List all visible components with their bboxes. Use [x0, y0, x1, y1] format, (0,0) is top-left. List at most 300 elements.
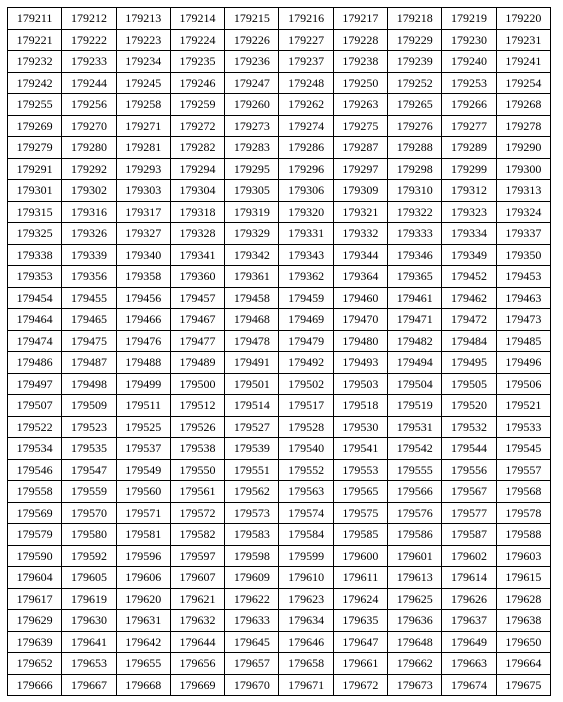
- table-cell: 179507: [8, 395, 62, 417]
- table-cell: 179315: [8, 201, 62, 223]
- table-cell: 179519: [388, 395, 442, 417]
- table-cell: 179220: [496, 8, 550, 30]
- table-cell: 179460: [333, 287, 387, 309]
- table-row: [8, 438, 551, 460]
- table-row: [8, 94, 551, 116]
- table-cell: 179489: [170, 352, 224, 374]
- table-row: [8, 502, 551, 524]
- table-cell: 179485: [496, 330, 550, 352]
- table-cell: 179310: [388, 180, 442, 202]
- table-cell: 179222: [62, 29, 116, 51]
- table-cell: 179662: [388, 653, 442, 675]
- table-cell: 179506: [496, 373, 550, 395]
- table-cell: 179560: [116, 481, 170, 503]
- table-cell: 179652: [8, 653, 62, 675]
- table-cell: 179487: [62, 352, 116, 374]
- table-cell: 179469: [279, 309, 333, 331]
- table-cell: 179342: [225, 244, 279, 266]
- table-cell: 179534: [8, 438, 62, 460]
- table-cell: 179361: [225, 266, 279, 288]
- table-cell: 179617: [8, 588, 62, 610]
- table-cell: 179300: [496, 158, 550, 180]
- table-cell: 179621: [170, 588, 224, 610]
- table-cell: 179540: [279, 438, 333, 460]
- table-cell: 179615: [496, 567, 550, 589]
- table-row: [8, 287, 551, 309]
- table-cell: 179296: [279, 158, 333, 180]
- table-cell: 179558: [8, 481, 62, 503]
- table-cell: 179353: [8, 266, 62, 288]
- table-cell: 179279: [8, 137, 62, 159]
- table-cell: 179655: [116, 653, 170, 675]
- table-cell: 179217: [333, 8, 387, 30]
- table-cell: 179675: [496, 674, 550, 696]
- table-cell: 179602: [442, 545, 496, 567]
- table-cell: 179272: [170, 115, 224, 137]
- table-cell: 179504: [388, 373, 442, 395]
- table-cell: 179559: [62, 481, 116, 503]
- table-cell: 179598: [225, 545, 279, 567]
- table-cell: 179619: [62, 588, 116, 610]
- table-cell: 179641: [62, 631, 116, 653]
- table-cell: 179317: [116, 201, 170, 223]
- table-cell: 179457: [170, 287, 224, 309]
- table-cell: 179476: [116, 330, 170, 352]
- table-row: [8, 223, 551, 245]
- table-cell: 179532: [442, 416, 496, 438]
- table-cell: 179452: [442, 266, 496, 288]
- table-cell: 179649: [442, 631, 496, 653]
- table-cell: 179553: [333, 459, 387, 481]
- table-cell: 179238: [333, 51, 387, 73]
- table-cell: 179236: [225, 51, 279, 73]
- table-cell: 179535: [62, 438, 116, 460]
- table-cell: 179292: [62, 158, 116, 180]
- table-row: [8, 29, 551, 51]
- table-cell: 179473: [496, 309, 550, 331]
- table-row: [8, 481, 551, 503]
- table-cell: 179580: [62, 524, 116, 546]
- table-cell: 179453: [496, 266, 550, 288]
- table-cell: 179667: [62, 674, 116, 696]
- table-cell: 179562: [225, 481, 279, 503]
- table-cell: 179277: [442, 115, 496, 137]
- table-cell: 179320: [279, 201, 333, 223]
- table-cell: 179237: [279, 51, 333, 73]
- table-cell: 179331: [279, 223, 333, 245]
- table-cell: 179592: [62, 545, 116, 567]
- table-cell: 179305: [225, 180, 279, 202]
- table-cell: 179286: [279, 137, 333, 159]
- table-cell: 179293: [116, 158, 170, 180]
- table-cell: 179282: [170, 137, 224, 159]
- table-cell: 179246: [170, 72, 224, 94]
- table-cell: 179471: [388, 309, 442, 331]
- table-cell: 179623: [279, 588, 333, 610]
- table-cell: 179656: [170, 653, 224, 675]
- table-cell: 179605: [62, 567, 116, 589]
- table-cell: 179505: [442, 373, 496, 395]
- table-cell: 179583: [225, 524, 279, 546]
- table-cell: 179262: [279, 94, 333, 116]
- table-cell: 179514: [225, 395, 279, 417]
- table-cell: 179620: [116, 588, 170, 610]
- table-cell: 179578: [496, 502, 550, 524]
- table-cell: 179523: [62, 416, 116, 438]
- table-cell: 179606: [116, 567, 170, 589]
- table-cell: 179556: [442, 459, 496, 481]
- table-cell: 179586: [388, 524, 442, 546]
- table-cell: 179569: [8, 502, 62, 524]
- table-row: [8, 137, 551, 159]
- table-cell: 179213: [116, 8, 170, 30]
- table-cell: 179304: [170, 180, 224, 202]
- table-cell: 179260: [225, 94, 279, 116]
- table-cell: 179256: [62, 94, 116, 116]
- table-cell: 179295: [225, 158, 279, 180]
- table-cell: 179604: [8, 567, 62, 589]
- table-cell: 179511: [116, 395, 170, 417]
- table-cell: 179232: [8, 51, 62, 73]
- table-cell: 179497: [8, 373, 62, 395]
- table-cell: 179456: [116, 287, 170, 309]
- table-row: [8, 158, 551, 180]
- table-cell: 179318: [170, 201, 224, 223]
- table-cell: 179661: [333, 653, 387, 675]
- table-cell: 179288: [388, 137, 442, 159]
- table-cell: 179552: [279, 459, 333, 481]
- table-cell: 179496: [496, 352, 550, 374]
- table-cell: 179252: [388, 72, 442, 94]
- table-cell: 179663: [442, 653, 496, 675]
- table-cell: 179228: [333, 29, 387, 51]
- table-cell: 179597: [170, 545, 224, 567]
- table-row: [8, 8, 551, 30]
- table-cell: 179283: [225, 137, 279, 159]
- table-cell: 179470: [333, 309, 387, 331]
- table-cell: 179599: [279, 545, 333, 567]
- table-cell: 179474: [8, 330, 62, 352]
- table-cell: 179350: [496, 244, 550, 266]
- table-cell: 179567: [442, 481, 496, 503]
- table-cell: 179223: [116, 29, 170, 51]
- table-cell: 179291: [8, 158, 62, 180]
- table-cell: 179334: [442, 223, 496, 245]
- table-cell: 179600: [333, 545, 387, 567]
- table-cell: 179341: [170, 244, 224, 266]
- table-cell: 179458: [225, 287, 279, 309]
- table-cell: 179231: [496, 29, 550, 51]
- table-cell: 179607: [170, 567, 224, 589]
- table-row: [8, 545, 551, 567]
- table-cell: 179344: [333, 244, 387, 266]
- table-cell: 179287: [333, 137, 387, 159]
- table-cell: 179650: [496, 631, 550, 653]
- table-cell: 179576: [388, 502, 442, 524]
- table-body: [8, 8, 551, 696]
- table-cell: 179247: [225, 72, 279, 94]
- table-cell: 179557: [496, 459, 550, 481]
- table-cell: 179465: [62, 309, 116, 331]
- table-cell: 179587: [442, 524, 496, 546]
- table-cell: 179221: [8, 29, 62, 51]
- table-row: [8, 180, 551, 202]
- table-cell: 179235: [170, 51, 224, 73]
- table-cell: 179632: [170, 610, 224, 632]
- table-cell: 179274: [279, 115, 333, 137]
- table-cell: 179255: [8, 94, 62, 116]
- table-cell: 179360: [170, 266, 224, 288]
- table-cell: 179644: [170, 631, 224, 653]
- table-cell: 179233: [62, 51, 116, 73]
- table-cell: 179263: [333, 94, 387, 116]
- table-cell: 179626: [442, 588, 496, 610]
- table-cell: 179573: [225, 502, 279, 524]
- table-cell: 179218: [388, 8, 442, 30]
- table-cell: 179539: [225, 438, 279, 460]
- table-row: [8, 610, 551, 632]
- table-cell: 179582: [170, 524, 224, 546]
- table-cell: 179240: [442, 51, 496, 73]
- table-cell: 179566: [388, 481, 442, 503]
- table-cell: 179241: [496, 51, 550, 73]
- table-cell: 179572: [170, 502, 224, 524]
- table-cell: 179333: [388, 223, 442, 245]
- table-row: [8, 309, 551, 331]
- table-cell: 179253: [442, 72, 496, 94]
- table-cell: 179657: [225, 653, 279, 675]
- table-cell: 179321: [333, 201, 387, 223]
- table-cell: 179478: [225, 330, 279, 352]
- table-cell: 179276: [388, 115, 442, 137]
- table-cell: 179635: [333, 610, 387, 632]
- table-cell: 179338: [8, 244, 62, 266]
- table-cell: 179227: [279, 29, 333, 51]
- table-row: [8, 567, 551, 589]
- table-cell: 179563: [279, 481, 333, 503]
- table-cell: 179584: [279, 524, 333, 546]
- table-cell: 179542: [388, 438, 442, 460]
- table-cell: 179633: [225, 610, 279, 632]
- table-cell: 179670: [225, 674, 279, 696]
- table-row: [8, 631, 551, 653]
- table-cell: 179258: [116, 94, 170, 116]
- table-cell: 179526: [170, 416, 224, 438]
- table-cell: 179537: [116, 438, 170, 460]
- table-cell: 179326: [62, 223, 116, 245]
- table-cell: 179230: [442, 29, 496, 51]
- table-cell: 179312: [442, 180, 496, 202]
- table-cell: 179479: [279, 330, 333, 352]
- table-cell: 179327: [116, 223, 170, 245]
- table-cell: 179622: [225, 588, 279, 610]
- table-cell: 179294: [170, 158, 224, 180]
- table-cell: 179629: [8, 610, 62, 632]
- table-cell: 179234: [116, 51, 170, 73]
- table-row: [8, 72, 551, 94]
- table-cell: 179614: [442, 567, 496, 589]
- table-cell: 179477: [170, 330, 224, 352]
- table-cell: 179671: [279, 674, 333, 696]
- table-cell: 179346: [388, 244, 442, 266]
- table-cell: 179500: [170, 373, 224, 395]
- table-cell: 179555: [388, 459, 442, 481]
- table-cell: 179527: [225, 416, 279, 438]
- table-cell: 179571: [116, 502, 170, 524]
- table-cell: 179486: [8, 352, 62, 374]
- table-cell: 179339: [62, 244, 116, 266]
- table-cell: 179362: [279, 266, 333, 288]
- table-cell: 179281: [116, 137, 170, 159]
- table-cell: 179215: [225, 8, 279, 30]
- table-row: [8, 588, 551, 610]
- table-cell: 179239: [388, 51, 442, 73]
- table-cell: 179669: [170, 674, 224, 696]
- table-cell: 179549: [116, 459, 170, 481]
- table-cell: 179533: [496, 416, 550, 438]
- table-cell: 179216: [279, 8, 333, 30]
- table-cell: 179637: [442, 610, 496, 632]
- table-cell: 179590: [8, 545, 62, 567]
- table-cell: 179250: [333, 72, 387, 94]
- table-cell: 179226: [225, 29, 279, 51]
- table-row: [8, 201, 551, 223]
- table-cell: 179520: [442, 395, 496, 417]
- table-cell: 179245: [116, 72, 170, 94]
- table-cell: 179499: [116, 373, 170, 395]
- table-cell: 179541: [333, 438, 387, 460]
- table-cell: 179271: [116, 115, 170, 137]
- table-cell: 179550: [170, 459, 224, 481]
- table-cell: 179494: [388, 352, 442, 374]
- table-cell: 179574: [279, 502, 333, 524]
- table-cell: 179503: [333, 373, 387, 395]
- table-cell: 179512: [170, 395, 224, 417]
- table-cell: 179319: [225, 201, 279, 223]
- table-cell: 179517: [279, 395, 333, 417]
- table-cell: 179358: [116, 266, 170, 288]
- table-cell: 179475: [62, 330, 116, 352]
- table-cell: 179588: [496, 524, 550, 546]
- table-row: [8, 51, 551, 73]
- table-cell: 179544: [442, 438, 496, 460]
- table-cell: 179214: [170, 8, 224, 30]
- table-cell: 179278: [496, 115, 550, 137]
- table-cell: 179356: [62, 266, 116, 288]
- table-cell: 179468: [225, 309, 279, 331]
- table-cell: 179275: [333, 115, 387, 137]
- table-cell: 179248: [279, 72, 333, 94]
- table-cell: 179269: [8, 115, 62, 137]
- table-cell: 179329: [225, 223, 279, 245]
- table-cell: 179579: [8, 524, 62, 546]
- table-cell: 179309: [333, 180, 387, 202]
- table-cell: 179298: [388, 158, 442, 180]
- table-cell: 179603: [496, 545, 550, 567]
- table-cell: 179646: [279, 631, 333, 653]
- table-cell: 179561: [170, 481, 224, 503]
- table-cell: 179638: [496, 610, 550, 632]
- table-cell: 179340: [116, 244, 170, 266]
- table-cell: 179565: [333, 481, 387, 503]
- table-cell: 179634: [279, 610, 333, 632]
- table-cell: 179219: [442, 8, 496, 30]
- table-cell: 179332: [333, 223, 387, 245]
- table-cell: 179530: [333, 416, 387, 438]
- table-cell: 179596: [116, 545, 170, 567]
- table-cell: 179229: [388, 29, 442, 51]
- table-cell: 179212: [62, 8, 116, 30]
- table-cell: 179467: [170, 309, 224, 331]
- table-cell: 179488: [116, 352, 170, 374]
- table-cell: 179668: [116, 674, 170, 696]
- table-cell: 179498: [62, 373, 116, 395]
- table-cell: 179609: [225, 567, 279, 589]
- table-row: [8, 416, 551, 438]
- table-cell: 179642: [116, 631, 170, 653]
- table-cell: 179610: [279, 567, 333, 589]
- table-cell: 179462: [442, 287, 496, 309]
- table-cell: 179290: [496, 137, 550, 159]
- table-cell: 179270: [62, 115, 116, 137]
- table-cell: 179343: [279, 244, 333, 266]
- table-cell: 179624: [333, 588, 387, 610]
- table-cell: 179297: [333, 158, 387, 180]
- table-cell: 179482: [388, 330, 442, 352]
- table-cell: 179545: [496, 438, 550, 460]
- table-cell: 179459: [279, 287, 333, 309]
- table-cell: 179525: [116, 416, 170, 438]
- table-cell: 179551: [225, 459, 279, 481]
- table-cell: 179528: [279, 416, 333, 438]
- table-cell: 179266: [442, 94, 496, 116]
- table-cell: 179492: [279, 352, 333, 374]
- table-cell: 179538: [170, 438, 224, 460]
- table-cell: 179648: [388, 631, 442, 653]
- table-row: [8, 373, 551, 395]
- table-cell: 179546: [8, 459, 62, 481]
- table-cell: 179323: [442, 201, 496, 223]
- table-cell: 179480: [333, 330, 387, 352]
- table-cell: 179244: [62, 72, 116, 94]
- table-cell: 179466: [116, 309, 170, 331]
- table-cell: 179585: [333, 524, 387, 546]
- table-cell: 179301: [8, 180, 62, 202]
- table-cell: 179611: [333, 567, 387, 589]
- table-row: [8, 653, 551, 675]
- table-cell: 179280: [62, 137, 116, 159]
- table-cell: 179570: [62, 502, 116, 524]
- table-cell: 179464: [8, 309, 62, 331]
- table-cell: 179502: [279, 373, 333, 395]
- table-cell: 179472: [442, 309, 496, 331]
- table-row: [8, 244, 551, 266]
- table-cell: 179631: [116, 610, 170, 632]
- table-cell: 179575: [333, 502, 387, 524]
- table-cell: 179273: [225, 115, 279, 137]
- table-cell: 179322: [388, 201, 442, 223]
- table-cell: 179254: [496, 72, 550, 94]
- table-cell: 179337: [496, 223, 550, 245]
- table-cell: 179653: [62, 653, 116, 675]
- table-cell: 179484: [442, 330, 496, 352]
- table-cell: 179568: [496, 481, 550, 503]
- table-cell: 179601: [388, 545, 442, 567]
- table-row: [8, 674, 551, 696]
- table-row: [8, 115, 551, 137]
- table-cell: 179577: [442, 502, 496, 524]
- table-cell: 179461: [388, 287, 442, 309]
